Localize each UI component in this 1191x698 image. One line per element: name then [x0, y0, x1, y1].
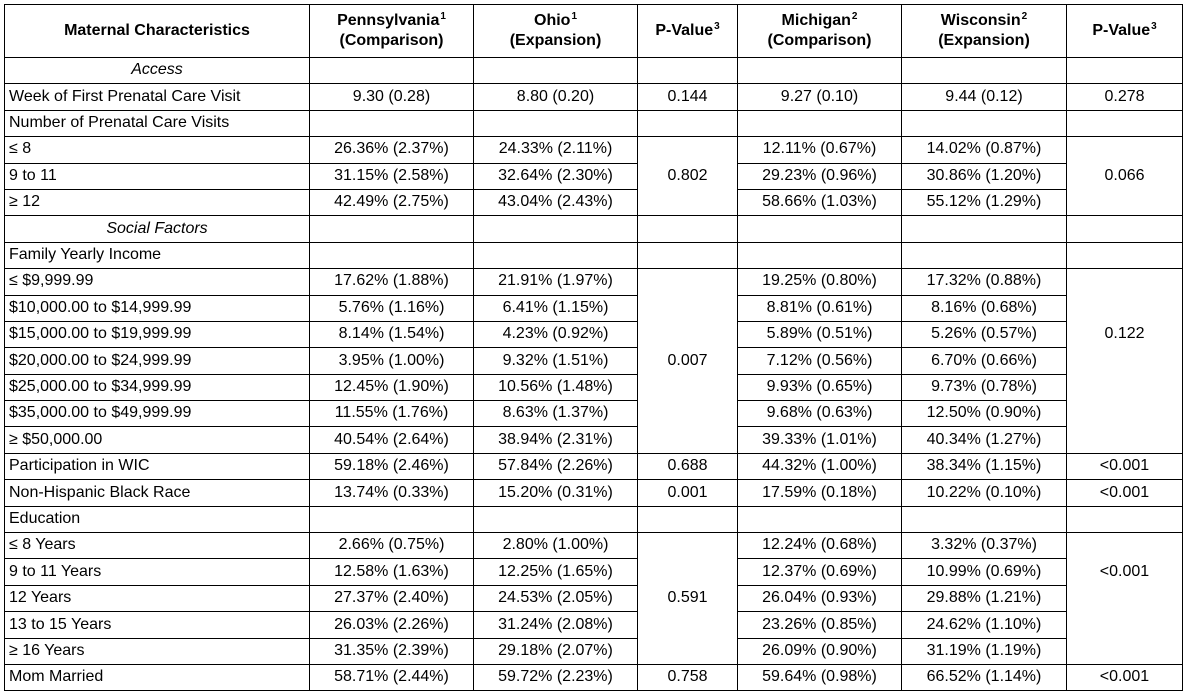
- empty-cell: [474, 242, 638, 268]
- p-value-2: [1067, 189, 1183, 215]
- ohio-value: 10.56% (1.48%): [474, 374, 638, 400]
- p-value-2: [1067, 348, 1183, 374]
- michigan-value: 26.04% (0.93%): [738, 585, 902, 611]
- ohio-value: 59.72% (2.23%): [474, 664, 638, 690]
- p-value-1: 0.001: [638, 480, 738, 506]
- empty-cell: [310, 242, 474, 268]
- table-row: [5, 163, 1183, 189]
- p-value-1: [638, 374, 738, 400]
- header-ohio-group: (Expansion): [509, 32, 602, 49]
- empty-cell: [902, 58, 1067, 84]
- p-value-1: [638, 321, 738, 347]
- maternal-characteristics-table: [4, 4, 1183, 691]
- ohio-value: 24.53% (2.05%): [474, 585, 638, 611]
- pennsylvania-value: 8.14% (1.54%): [310, 321, 474, 347]
- footnote-marker: 3: [714, 21, 720, 32]
- wisconsin-value: 24.62% (1.10%): [902, 612, 1067, 638]
- empty-cell: [738, 506, 902, 532]
- ohio-value: 8.63% (1.37%): [474, 401, 638, 427]
- header-p-value-label: P-Value: [655, 22, 714, 39]
- table-row: [5, 374, 1183, 400]
- wisconsin-value: 9.73% (0.78%): [902, 374, 1067, 400]
- wisconsin-value: 17.32% (0.88%): [902, 269, 1067, 295]
- table-row: [5, 427, 1183, 453]
- michigan-value: 29.23% (0.96%): [738, 163, 902, 189]
- michigan-value: 23.26% (0.85%): [738, 612, 902, 638]
- footnote-marker: 1: [571, 11, 577, 22]
- p-value-2: [1067, 533, 1183, 559]
- wisconsin-value: 6.70% (0.66%): [902, 348, 1067, 374]
- ohio-value: 29.18% (2.07%): [474, 638, 638, 664]
- p-value-2: [1067, 374, 1183, 400]
- pennsylvania-value: 58.71% (2.44%): [310, 664, 474, 690]
- wisconsin-value: 30.86% (1.20%): [902, 163, 1067, 189]
- row-label: Number of Prenatal Care Visits: [5, 110, 310, 136]
- p-value-2: [1067, 638, 1183, 664]
- ohio-value: 21.91% (1.97%): [474, 269, 638, 295]
- p-value-2: <0.001: [1067, 480, 1183, 506]
- header-ohio: [474, 5, 638, 58]
- wisconsin-value: 12.50% (0.90%): [902, 401, 1067, 427]
- header-row: [5, 5, 1183, 58]
- ohio-value: 32.64% (2.30%): [474, 163, 638, 189]
- pennsylvania-value: 27.37% (2.40%): [310, 585, 474, 611]
- row-label: ≥ 16 Years: [5, 638, 310, 664]
- table-row: [5, 348, 1183, 374]
- empty-cell: [638, 110, 738, 136]
- row-label: $15,000.00 to $19,999.99: [5, 321, 310, 347]
- empty-cell: [902, 242, 1067, 268]
- ohio-value: 4.23% (0.92%): [474, 321, 638, 347]
- empty-cell: [1067, 58, 1183, 84]
- wisconsin-value: 31.19% (1.19%): [902, 638, 1067, 664]
- table-row: [5, 401, 1183, 427]
- empty-cell: [310, 506, 474, 532]
- wisconsin-value: 66.52% (1.14%): [902, 664, 1067, 690]
- empty-cell: [1067, 242, 1183, 268]
- pennsylvania-value: 40.54% (2.64%): [310, 427, 474, 453]
- p-value-1: [638, 189, 738, 215]
- row-label: Non-Hispanic Black Race: [5, 480, 310, 506]
- pennsylvania-value: 17.62% (1.88%): [310, 269, 474, 295]
- michigan-value: 5.89% (0.51%): [738, 321, 902, 347]
- row-label: Week of First Prenatal Care Visit: [5, 84, 310, 110]
- empty-cell: [1067, 216, 1183, 242]
- p-value-2: [1067, 401, 1183, 427]
- empty-cell: [310, 110, 474, 136]
- wisconsin-value: 40.34% (1.27%): [902, 427, 1067, 453]
- row-label: $10,000.00 to $14,999.99: [5, 295, 310, 321]
- ohio-value: 24.33% (2.11%): [474, 137, 638, 163]
- p-value-2: 0.122: [1067, 321, 1183, 347]
- row-label: 13 to 15 Years: [5, 612, 310, 638]
- p-value-2: <0.001: [1067, 559, 1183, 585]
- p-value-2: <0.001: [1067, 453, 1183, 479]
- header-michigan: [738, 5, 902, 58]
- footnote-marker: 2: [1021, 11, 1028, 22]
- wisconsin-value: 5.26% (0.57%): [902, 321, 1067, 347]
- section-title-social-factors: Social Factors: [5, 216, 310, 242]
- wisconsin-value: 9.44 (0.12): [902, 84, 1067, 110]
- header-wisconsin-group: (Expansion): [938, 32, 1030, 49]
- michigan-value: 44.32% (1.00%): [738, 453, 902, 479]
- michigan-value: 8.81% (0.61%): [738, 295, 902, 321]
- header-ohio-name: Ohio: [534, 12, 571, 29]
- michigan-value: 59.64% (0.98%): [738, 664, 902, 690]
- empty-cell: [1067, 110, 1183, 136]
- empty-cell: [310, 216, 474, 242]
- row-label: $20,000.00 to $24,999.99: [5, 348, 310, 374]
- ohio-value: 31.24% (2.08%): [474, 612, 638, 638]
- p-value-1: 0.802: [638, 163, 738, 189]
- michigan-value: 39.33% (1.01%): [738, 427, 902, 453]
- row-label: $35,000.00 to $49,999.99: [5, 401, 310, 427]
- p-value-2: [1067, 269, 1183, 295]
- p-value-2: [1067, 427, 1183, 453]
- header-michigan-name: Michigan: [781, 12, 851, 29]
- p-value-1: 0.758: [638, 664, 738, 690]
- p-value-1: [638, 427, 738, 453]
- empty-cell: [474, 216, 638, 242]
- p-value-2: [1067, 137, 1183, 163]
- empty-cell: [1067, 506, 1183, 532]
- empty-cell: [902, 506, 1067, 532]
- ohio-value: 57.84% (2.26%): [474, 453, 638, 479]
- wisconsin-value: 55.12% (1.29%): [902, 189, 1067, 215]
- row-label: Mom Married: [5, 664, 310, 690]
- header-michigan-group: (Comparison): [767, 32, 872, 49]
- wisconsin-value: 10.99% (0.69%): [902, 559, 1067, 585]
- p-value-1: [638, 638, 738, 664]
- row-label: ≤ $9,999.99: [5, 269, 310, 295]
- p-value-1: [638, 401, 738, 427]
- header-pennsylvania-group: (Comparison): [339, 32, 444, 49]
- pennsylvania-value: 5.76% (1.16%): [310, 295, 474, 321]
- michigan-value: 9.93% (0.65%): [738, 374, 902, 400]
- table-row: [5, 84, 1183, 110]
- row-label: 12 Years: [5, 585, 310, 611]
- header-maternal-characteristics: Maternal Characteristics: [5, 5, 310, 58]
- header-p-value-label: P-Value: [1092, 22, 1151, 39]
- row-label: ≥ $50,000.00: [5, 427, 310, 453]
- p-value-1: 0.144: [638, 84, 738, 110]
- footnote-marker: 3: [1151, 21, 1157, 32]
- michigan-value: 12.11% (0.67%): [738, 137, 902, 163]
- section-row-social-factors: [5, 216, 1183, 242]
- michigan-value: 58.66% (1.03%): [738, 189, 902, 215]
- table-row: [5, 559, 1183, 585]
- p-value-1: [638, 137, 738, 163]
- p-value-1: [638, 295, 738, 321]
- pennsylvania-value: 59.18% (2.46%): [310, 453, 474, 479]
- pennsylvania-value: 42.49% (2.75%): [310, 189, 474, 215]
- table-row: [5, 321, 1183, 347]
- empty-cell: [638, 242, 738, 268]
- row-label: ≤ 8 Years: [5, 533, 310, 559]
- empty-cell: [902, 216, 1067, 242]
- pennsylvania-value: 31.15% (2.58%): [310, 163, 474, 189]
- empty-cell: [738, 58, 902, 84]
- table-row: [5, 480, 1183, 506]
- wisconsin-value: 3.32% (0.37%): [902, 533, 1067, 559]
- table-row: [5, 533, 1183, 559]
- ohio-value: 38.94% (2.31%): [474, 427, 638, 453]
- pennsylvania-value: 9.30 (0.28): [310, 84, 474, 110]
- p-value-1: 0.688: [638, 453, 738, 479]
- michigan-value: 7.12% (0.56%): [738, 348, 902, 374]
- table-row: [5, 189, 1183, 215]
- p-value-1: [638, 612, 738, 638]
- row-label: Participation in WIC: [5, 453, 310, 479]
- wisconsin-value: 8.16% (0.68%): [902, 295, 1067, 321]
- section-row-access: [5, 58, 1183, 84]
- pennsylvania-value: 26.36% (2.37%): [310, 137, 474, 163]
- michigan-value: 19.25% (0.80%): [738, 269, 902, 295]
- table-row: [5, 638, 1183, 664]
- empty-cell: [738, 216, 902, 242]
- footnote-marker: 2: [851, 11, 858, 22]
- group-label-row: [5, 110, 1183, 136]
- row-label: Family Yearly Income: [5, 242, 310, 268]
- header-p-value-1: [638, 5, 738, 58]
- p-value-2: [1067, 612, 1183, 638]
- group-label-row: [5, 506, 1183, 532]
- empty-cell: [638, 58, 738, 84]
- empty-cell: [474, 506, 638, 532]
- row-label: ≥ 12: [5, 189, 310, 215]
- pennsylvania-value: 11.55% (1.76%): [310, 401, 474, 427]
- p-value-2: [1067, 585, 1183, 611]
- michigan-value: 17.59% (0.18%): [738, 480, 902, 506]
- header-pennsylvania-name: Pennsylvania: [337, 12, 440, 29]
- p-value-2: 0.066: [1067, 163, 1183, 189]
- empty-cell: [902, 110, 1067, 136]
- empty-cell: [474, 58, 638, 84]
- wisconsin-value: 38.34% (1.15%): [902, 453, 1067, 479]
- table-row: [5, 664, 1183, 690]
- p-value-2: [1067, 295, 1183, 321]
- empty-cell: [474, 110, 638, 136]
- table-row: [5, 612, 1183, 638]
- pennsylvania-value: 26.03% (2.26%): [310, 612, 474, 638]
- ohio-value: 15.20% (0.31%): [474, 480, 638, 506]
- p-value-1: [638, 559, 738, 585]
- pennsylvania-value: 12.45% (1.90%): [310, 374, 474, 400]
- p-value-2: <0.001: [1067, 664, 1183, 690]
- row-label: $25,000.00 to $34,999.99: [5, 374, 310, 400]
- ohio-value: 9.32% (1.51%): [474, 348, 638, 374]
- group-label-row: [5, 242, 1183, 268]
- row-label: Education: [5, 506, 310, 532]
- row-label: 9 to 11 Years: [5, 559, 310, 585]
- empty-cell: [638, 216, 738, 242]
- pennsylvania-value: 12.58% (1.63%): [310, 559, 474, 585]
- p-value-1: 0.591: [638, 585, 738, 611]
- section-title-access: Access: [5, 58, 310, 84]
- ohio-value: 8.80 (0.20): [474, 84, 638, 110]
- michigan-value: 12.24% (0.68%): [738, 533, 902, 559]
- ohio-value: 43.04% (2.43%): [474, 189, 638, 215]
- p-value-1: [638, 269, 738, 295]
- header-wisconsin-name: Wisconsin: [940, 12, 1021, 29]
- michigan-value: 26.09% (0.90%): [738, 638, 902, 664]
- header-p-value-2: [1067, 5, 1183, 58]
- table-row: [5, 295, 1183, 321]
- header-pennsylvania: [310, 5, 474, 58]
- michigan-value: 12.37% (0.69%): [738, 559, 902, 585]
- pennsylvania-value: 3.95% (1.00%): [310, 348, 474, 374]
- empty-cell: [310, 58, 474, 84]
- header-wisconsin: [902, 5, 1067, 58]
- pennsylvania-value: 2.66% (0.75%): [310, 533, 474, 559]
- wisconsin-value: 14.02% (0.87%): [902, 137, 1067, 163]
- row-label: 9 to 11: [5, 163, 310, 189]
- empty-cell: [738, 110, 902, 136]
- michigan-value: 9.68% (0.63%): [738, 401, 902, 427]
- footnote-marker: 1: [440, 11, 446, 22]
- table-row: [5, 137, 1183, 163]
- michigan-value: 9.27 (0.10): [738, 84, 902, 110]
- table-row: [5, 269, 1183, 295]
- wisconsin-value: 10.22% (0.10%): [902, 480, 1067, 506]
- table-row: [5, 585, 1183, 611]
- ohio-value: 6.41% (1.15%): [474, 295, 638, 321]
- ohio-value: 12.25% (1.65%): [474, 559, 638, 585]
- ohio-value: 2.80% (1.00%): [474, 533, 638, 559]
- pennsylvania-value: 31.35% (2.39%): [310, 638, 474, 664]
- pennsylvania-value: 13.74% (0.33%): [310, 480, 474, 506]
- table-row: [5, 453, 1183, 479]
- empty-cell: [738, 242, 902, 268]
- p-value-2: 0.278: [1067, 84, 1183, 110]
- wisconsin-value: 29.88% (1.21%): [902, 585, 1067, 611]
- p-value-1: [638, 533, 738, 559]
- p-value-1: 0.007: [638, 348, 738, 374]
- row-label: ≤ 8: [5, 137, 310, 163]
- empty-cell: [638, 506, 738, 532]
